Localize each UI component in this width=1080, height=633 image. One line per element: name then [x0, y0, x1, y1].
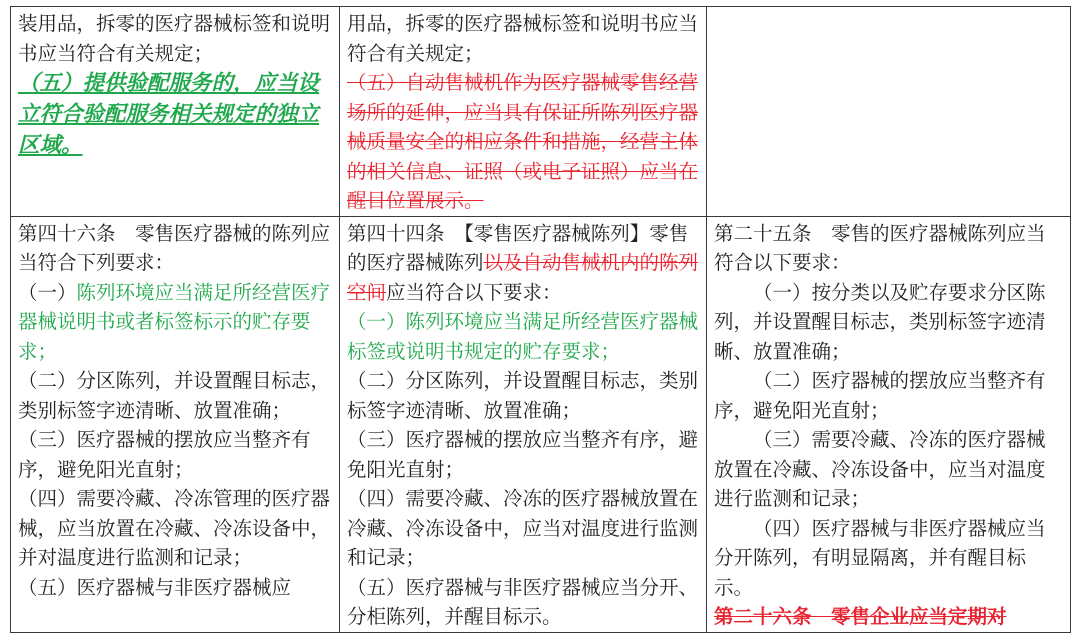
article-item-3: （三）医疗器械的摆放应当整齐有序，避免阳光直射；	[347, 428, 699, 481]
added-item-5: （五）提供验配服务的，应当设立符合验配服务相关规定的独立区域。	[18, 71, 320, 158]
article-item-4: （四）医疗器械与非医疗器械应当分开陈列，有明显隔离，并有醒目标示。	[714, 516, 1046, 599]
table-row	[11, 216, 1071, 632]
article-item-1: （一）按分类以及贮存要求分区陈列，并设置醒目标志，类别标签字迹清晰、放置准确；	[714, 280, 1046, 363]
cell-article-44	[340, 216, 707, 632]
article-heading: 第四十六条 零售医疗器械的陈列应当符合下列要求：	[18, 221, 331, 274]
continued-text: 用品，拆零的医疗器械标签和说明书应当符合有关规定；	[347, 12, 699, 65]
added-text: 陈列环境应当满足所经营医疗器械说明书或者标签标示的贮存要求；	[18, 280, 331, 363]
article-item-2: （二）医疗器械的摆放应当整齐有序，避免阳光直射；	[714, 369, 1046, 422]
article-item-4: （四）需要冷藏、冷冻管理的医疗器械，应当放置在冷藏、冷冻设备中，并对温度进行监测和记录；	[18, 487, 331, 569]
deleted-text: 以及自动售械机内的陈列空间	[347, 251, 699, 304]
article-heading: 第二十五条 零售的医疗器械陈列应当符合以下要求：	[714, 221, 1046, 274]
deleted-item-5: （五）自动售械机作为医疗器械零售经营场所的延伸，应当具有保证所陈列医疗器械质量安全的相应条件和措施，经营主体的相关信息、证照（或电子证照）应当在醒目位置展示。	[347, 71, 699, 212]
article-heading	[347, 219, 700, 308]
cell-new-text-continued	[11, 7, 340, 217]
cell-article-25	[707, 216, 1071, 632]
article-item-5: （五）医疗器械与非医疗器械应当分开、分柜陈列，并醒目标示。	[347, 575, 699, 628]
table-row	[11, 7, 1071, 217]
article-item-1	[18, 278, 333, 367]
article-item-3: （三）需要冷藏、冷冻的医疗器械放置在冷藏、冷冻设备中，应当对温度进行监测和记录；	[714, 428, 1046, 510]
regulation-comparison-table	[10, 6, 1071, 633]
article-item-3: （三）医疗器械的摆放应当整齐有序，避免阳光直射；	[18, 428, 311, 481]
article-item-4: （四）需要冷藏、冷冻的医疗器械放置在冷藏、冷冻设备中，应当对温度进行监测和记录；	[347, 487, 699, 569]
item-prefix: （一）	[18, 280, 77, 304]
article-item-1: （一）陈列环境应当满足所经营医疗器械标签或说明书规定的贮存要求；	[347, 310, 699, 363]
cell-draft-text-continued	[340, 7, 707, 217]
article-item-2: （二）分区陈列，并设置醒目标志，类别标签字迹清晰、放置准确；	[18, 369, 331, 422]
heading-text: 第四十四条 【零售医疗器械陈列】零售的医疗器械陈列	[347, 221, 689, 274]
article-item-5: （五）医疗器械与非医疗器械应	[18, 575, 292, 599]
continued-text: 装用品，拆零的医疗器械标签和说明书应当符合有关规定；	[18, 12, 331, 65]
heading-text: 应当符合以下要求：	[386, 280, 562, 304]
cell-article-46	[11, 216, 340, 632]
article-item-2: （二）分区陈列，并设置醒目标志，类别标签字迹清晰、放置准确；	[347, 369, 699, 422]
cell-old-text-empty	[707, 7, 1071, 217]
deleted-next-article: 第二十六条 零售企业应当定期对	[714, 605, 1007, 628]
